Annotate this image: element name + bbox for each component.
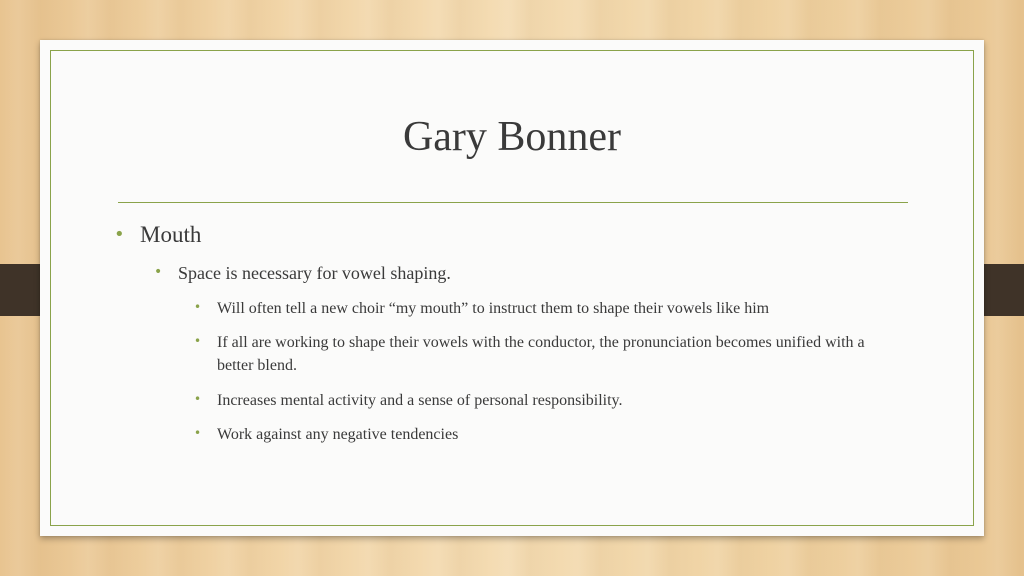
slide-paper: [40, 40, 984, 536]
bullet-level3: [194, 297, 897, 320]
bullet-level3: [194, 389, 897, 412]
bullet-dot-icon: •: [114, 224, 125, 245]
bullet-dot-icon: •: [154, 264, 163, 280]
bullet-level3: [194, 423, 897, 446]
bullet-dot-icon: •: [194, 334, 202, 348]
bullet-text: Space is necessary for vowel shaping.: [178, 263, 451, 283]
bullet-text: Work against any negative tendencies: [217, 426, 459, 443]
bullet-level1: [114, 221, 202, 249]
slide-title: Gary Bonner: [402, 114, 622, 160]
bullet-dot-icon: •: [194, 300, 202, 314]
bullet-level3: [194, 331, 897, 377]
bullet-text: If all are working to shape their vowels with the conductor, the pronunciation becomes unified with a better blend.: [217, 334, 865, 374]
bullet-level2: [154, 261, 451, 285]
bullet-dot-icon: •: [194, 426, 202, 440]
bullet-text: Increases mental activity and a sense of personal responsibility.: [217, 392, 623, 409]
bullet-dot-icon: •: [194, 392, 202, 406]
bullet-text: Will often tell a new choir “my mouth” to instruct them to shape their vowels like him: [217, 300, 770, 317]
slide-content: [40, 40, 984, 536]
bullet-text: Mouth: [140, 222, 202, 247]
